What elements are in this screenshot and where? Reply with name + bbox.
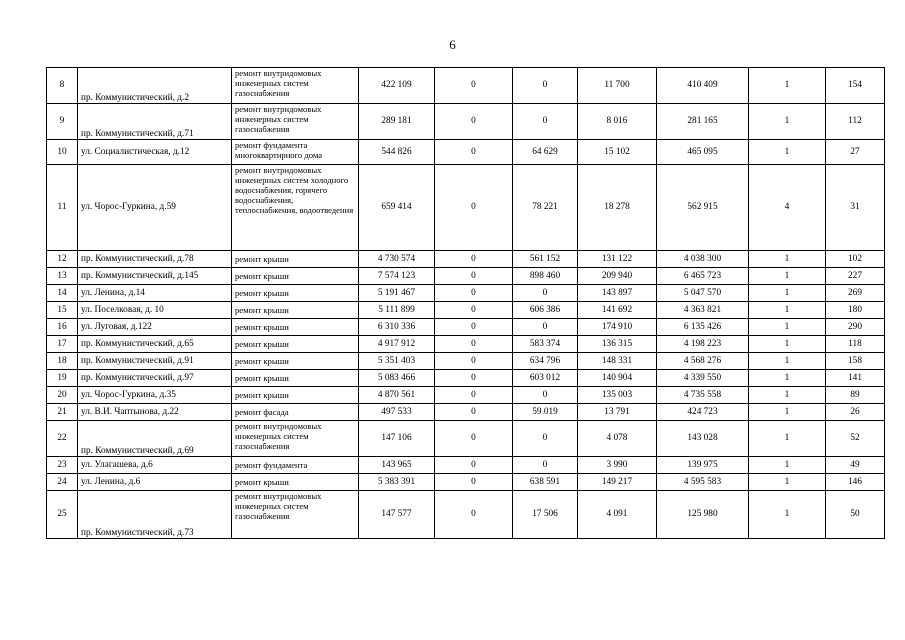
value-cell: 11 700 <box>578 68 657 104</box>
value-cell: 0 <box>435 387 513 404</box>
address-cell: пр. Коммунистический, д.69 <box>78 421 232 457</box>
total-cost-cell: 5 083 466 <box>359 370 435 387</box>
total-cost-cell: 7 574 123 <box>359 268 435 285</box>
value-cell: 0 <box>513 285 578 302</box>
work-type-cell: ремонт крыши <box>232 319 359 336</box>
value-cell: 0 <box>435 140 513 165</box>
work-type-cell: ремонт фундамента <box>232 457 359 474</box>
value-cell: 4 078 <box>578 421 657 457</box>
row-number: 8 <box>47 68 78 104</box>
table-row <box>47 104 885 140</box>
value-cell: 1 <box>749 404 826 421</box>
table-row <box>47 140 885 165</box>
address-cell: ул. Ленина, д.6 <box>78 474 232 491</box>
row-number: 15 <box>47 302 78 319</box>
address-cell: пр. Коммунистический, д.2 <box>78 68 232 104</box>
row-number: 18 <box>47 353 78 370</box>
row-number: 19 <box>47 370 78 387</box>
value-cell: 78 221 <box>513 165 578 251</box>
value-cell: 5 047 570 <box>657 285 749 302</box>
value-cell: 149 217 <box>578 474 657 491</box>
value-cell: 634 796 <box>513 353 578 370</box>
value-cell: 0 <box>513 104 578 140</box>
value-cell: 0 <box>435 353 513 370</box>
value-cell: 6 135 426 <box>657 319 749 336</box>
value-cell: 1 <box>749 387 826 404</box>
address-cell: пр. Коммунистический, д.91 <box>78 353 232 370</box>
value-cell: 1 <box>749 457 826 474</box>
value-cell: 17 506 <box>513 491 578 539</box>
value-cell: 281 165 <box>657 104 749 140</box>
value-cell: 465 095 <box>657 140 749 165</box>
row-number: 24 <box>47 474 78 491</box>
value-cell: 102 <box>826 251 885 268</box>
row-number: 16 <box>47 319 78 336</box>
value-cell: 4 091 <box>578 491 657 539</box>
value-cell: 174 910 <box>578 319 657 336</box>
value-cell: 136 315 <box>578 336 657 353</box>
work-type-cell: ремонт внутридомовых инженерных систем газоснабжения <box>232 491 359 539</box>
repair-works-table <box>46 67 885 539</box>
value-cell: 606 386 <box>513 302 578 319</box>
value-cell: 0 <box>435 68 513 104</box>
value-cell: 209 940 <box>578 268 657 285</box>
value-cell: 135 003 <box>578 387 657 404</box>
value-cell: 0 <box>513 68 578 104</box>
value-cell: 1 <box>749 268 826 285</box>
value-cell: 4 568 276 <box>657 353 749 370</box>
address-cell: пр. Коммунистический, д.65 <box>78 336 232 353</box>
value-cell: 4 735 558 <box>657 387 749 404</box>
work-type-cell: ремонт крыши <box>232 268 359 285</box>
value-cell: 424 723 <box>657 404 749 421</box>
work-type-cell: ремонт крыши <box>232 353 359 370</box>
value-cell: 1 <box>749 104 826 140</box>
work-type-cell: ремонт крыши <box>232 370 359 387</box>
value-cell: 26 <box>826 404 885 421</box>
total-cost-cell: 544 826 <box>359 140 435 165</box>
value-cell: 1 <box>749 251 826 268</box>
address-cell: пр. Коммунистический, д.78 <box>78 251 232 268</box>
value-cell: 13 791 <box>578 404 657 421</box>
value-cell: 1 <box>749 319 826 336</box>
value-cell: 50 <box>826 491 885 539</box>
table-row <box>47 336 885 353</box>
table-row <box>47 68 885 104</box>
address-cell: ул. Луговая, д.122 <box>78 319 232 336</box>
value-cell: 0 <box>513 457 578 474</box>
value-cell: 180 <box>826 302 885 319</box>
table-row <box>47 387 885 404</box>
table-row <box>47 404 885 421</box>
work-type-cell: ремонт крыши <box>232 302 359 319</box>
value-cell: 0 <box>435 421 513 457</box>
row-number: 14 <box>47 285 78 302</box>
value-cell: 0 <box>435 165 513 251</box>
total-cost-cell: 147 106 <box>359 421 435 457</box>
total-cost-cell: 143 965 <box>359 457 435 474</box>
value-cell: 227 <box>826 268 885 285</box>
value-cell: 0 <box>435 268 513 285</box>
table-row <box>47 302 885 319</box>
work-type-cell: ремонт внутридомовых инженерных систем газоснабжения <box>232 68 359 104</box>
value-cell: 4 038 300 <box>657 251 749 268</box>
total-cost-cell: 422 109 <box>359 68 435 104</box>
value-cell: 112 <box>826 104 885 140</box>
total-cost-cell: 289 181 <box>359 104 435 140</box>
total-cost-cell: 5 111 899 <box>359 302 435 319</box>
row-number: 21 <box>47 404 78 421</box>
value-cell: 158 <box>826 353 885 370</box>
work-type-cell: ремонт внутридомовых инженерных систем газоснабжения <box>232 421 359 457</box>
table-row <box>47 251 885 268</box>
value-cell: 131 122 <box>578 251 657 268</box>
address-cell: ул. В.И. Чаптынова, д.22 <box>78 404 232 421</box>
value-cell: 49 <box>826 457 885 474</box>
address-cell: ул. Чорос-Гуркина, д.35 <box>78 387 232 404</box>
address-cell: пр. Коммунистический, д.145 <box>78 268 232 285</box>
value-cell: 0 <box>435 474 513 491</box>
total-cost-cell: 4 870 561 <box>359 387 435 404</box>
work-type-cell: ремонт крыши <box>232 251 359 268</box>
row-number: 10 <box>47 140 78 165</box>
value-cell: 4 595 583 <box>657 474 749 491</box>
value-cell: 141 692 <box>578 302 657 319</box>
value-cell: 18 278 <box>578 165 657 251</box>
value-cell: 148 331 <box>578 353 657 370</box>
value-cell: 31 <box>826 165 885 251</box>
work-type-cell: ремонт фасада <box>232 404 359 421</box>
table-row <box>47 421 885 457</box>
value-cell: 3 990 <box>578 457 657 474</box>
total-cost-cell: 5 383 391 <box>359 474 435 491</box>
value-cell: 0 <box>435 104 513 140</box>
value-cell: 0 <box>435 336 513 353</box>
page-number: 6 <box>449 37 456 52</box>
value-cell: 0 <box>435 491 513 539</box>
value-cell: 0 <box>435 319 513 336</box>
value-cell: 118 <box>826 336 885 353</box>
total-cost-cell: 497 533 <box>359 404 435 421</box>
value-cell: 0 <box>435 251 513 268</box>
row-number: 13 <box>47 268 78 285</box>
work-type-cell: ремонт крыши <box>232 336 359 353</box>
value-cell: 141 <box>826 370 885 387</box>
value-cell: 89 <box>826 387 885 404</box>
table-row <box>47 285 885 302</box>
row-number: 11 <box>47 165 78 251</box>
row-number: 12 <box>47 251 78 268</box>
table-row <box>47 474 885 491</box>
value-cell: 4 <box>749 165 826 251</box>
value-cell: 140 904 <box>578 370 657 387</box>
table-row <box>47 353 885 370</box>
value-cell: 290 <box>826 319 885 336</box>
value-cell: 0 <box>435 457 513 474</box>
work-type-cell: ремонт крыши <box>232 285 359 302</box>
value-cell: 6 465 723 <box>657 268 749 285</box>
total-cost-cell: 5 351 403 <box>359 353 435 370</box>
value-cell: 143 897 <box>578 285 657 302</box>
value-cell: 1 <box>749 491 826 539</box>
address-cell: пр. Коммунистический, д.71 <box>78 104 232 140</box>
work-type-cell: ремонт крыши <box>232 474 359 491</box>
total-cost-cell: 4 730 574 <box>359 251 435 268</box>
work-type-cell: ремонт внутридомовых инженерных систем газоснабжения <box>232 104 359 140</box>
value-cell: 0 <box>435 285 513 302</box>
total-cost-cell: 147 577 <box>359 491 435 539</box>
value-cell: 638 591 <box>513 474 578 491</box>
row-number: 22 <box>47 421 78 457</box>
value-cell: 15 102 <box>578 140 657 165</box>
value-cell: 898 460 <box>513 268 578 285</box>
work-type-cell: ремонт внутридомовых инженерных систем холодного водоснабжения, горячего водоснабжения, теплоснабжения, водоотведения <box>232 165 359 251</box>
value-cell: 583 374 <box>513 336 578 353</box>
value-cell: 59 019 <box>513 404 578 421</box>
value-cell: 64 629 <box>513 140 578 165</box>
address-cell: пр. Коммунистический, д.73 <box>78 491 232 539</box>
value-cell: 1 <box>749 285 826 302</box>
value-cell: 561 152 <box>513 251 578 268</box>
value-cell: 603 012 <box>513 370 578 387</box>
value-cell: 139 975 <box>657 457 749 474</box>
address-cell: ул. Социалистическая, д.12 <box>78 140 232 165</box>
total-cost-cell: 5 191 467 <box>359 285 435 302</box>
value-cell: 4 339 550 <box>657 370 749 387</box>
total-cost-cell: 6 310 336 <box>359 319 435 336</box>
value-cell: 1 <box>749 353 826 370</box>
row-number: 9 <box>47 104 78 140</box>
address-cell: пр. Коммунистический, д.97 <box>78 370 232 387</box>
value-cell: 1 <box>749 370 826 387</box>
value-cell: 1 <box>749 336 826 353</box>
value-cell: 4 363 821 <box>657 302 749 319</box>
address-cell: ул. Чорос-Гуркина, д.59 <box>78 165 232 251</box>
row-number: 23 <box>47 457 78 474</box>
table-row <box>47 457 885 474</box>
value-cell: 146 <box>826 474 885 491</box>
value-cell: 1 <box>749 421 826 457</box>
row-number: 25 <box>47 491 78 539</box>
value-cell: 27 <box>826 140 885 165</box>
total-cost-cell: 4 917 912 <box>359 336 435 353</box>
value-cell: 154 <box>826 68 885 104</box>
value-cell: 1 <box>749 302 826 319</box>
value-cell: 8 016 <box>578 104 657 140</box>
work-type-cell: ремонт крыши <box>232 387 359 404</box>
table-row <box>47 370 885 387</box>
value-cell: 0 <box>513 387 578 404</box>
row-number: 17 <box>47 336 78 353</box>
value-cell: 0 <box>435 404 513 421</box>
address-cell: ул. Улагашева, д.6 <box>78 457 232 474</box>
value-cell: 143 028 <box>657 421 749 457</box>
value-cell: 562 915 <box>657 165 749 251</box>
value-cell: 0 <box>435 370 513 387</box>
work-type-cell: ремонт фундамента многоквартирного дома <box>232 140 359 165</box>
value-cell: 410 409 <box>657 68 749 104</box>
value-cell: 1 <box>749 68 826 104</box>
address-cell: ул. Ленина, д.14 <box>78 285 232 302</box>
table-row <box>47 165 885 251</box>
value-cell: 0 <box>513 319 578 336</box>
table-row <box>47 491 885 539</box>
value-cell: 0 <box>513 421 578 457</box>
value-cell: 0 <box>435 302 513 319</box>
value-cell: 125 980 <box>657 491 749 539</box>
total-cost-cell: 659 414 <box>359 165 435 251</box>
value-cell: 269 <box>826 285 885 302</box>
address-cell: ул. Поселковая, д. 10 <box>78 302 232 319</box>
value-cell: 1 <box>749 140 826 165</box>
table-row <box>47 319 885 336</box>
value-cell: 1 <box>749 474 826 491</box>
table-row <box>47 268 885 285</box>
value-cell: 4 198 223 <box>657 336 749 353</box>
value-cell: 52 <box>826 421 885 457</box>
row-number: 20 <box>47 387 78 404</box>
